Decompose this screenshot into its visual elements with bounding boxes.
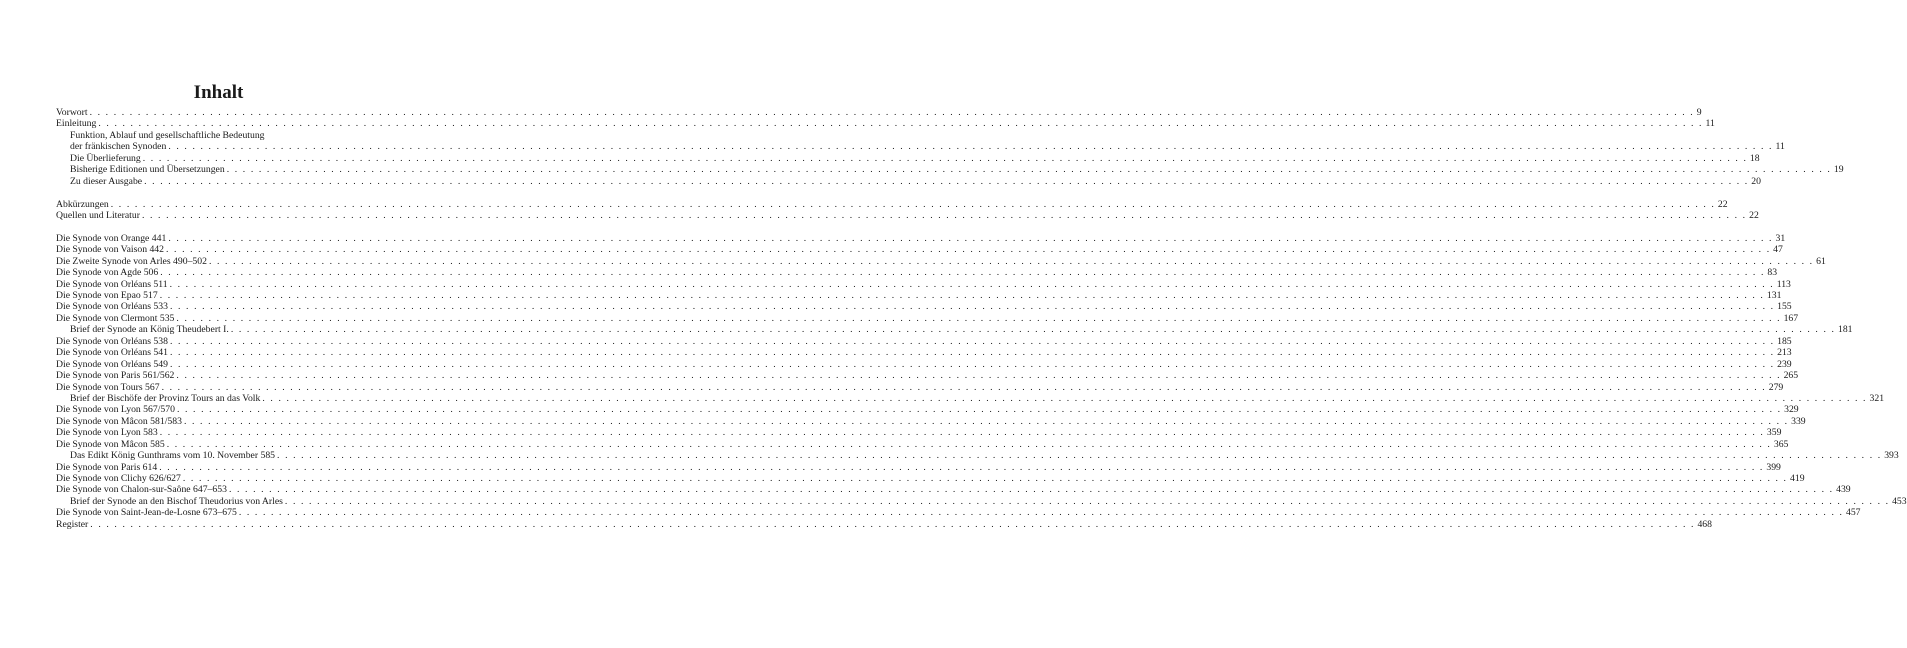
toc-dot-leader: . . . . . . . . . . . . . . . . . . . . . . . . . . . . . . . . . . . . . . . . . . . . . . . . . . . . . . . . . . . . . . . . . . . . . . . . . . . . . . . . . . . . . . . . . . . . . . . . . . . . . . . . . . . . . . . . . . . . . . . . . . . . . . . . . . . . . . . . . . . . . . . . . . . . . . . . . . . . . . . . . . . . . . . . . . . . . . . . . . . . . . . . . . . . . . . . . . . . . . . .: [161, 381, 1767, 393]
toc-page-number: 365: [1773, 438, 1789, 450]
toc-dot-leader: . . . . . . . . . . . . . . . . . . . . . . . . . . . . . . . . . . . . . . . . . . . . . . . . . . . . . . . . . . . . . . . . . . . . . . . . . . . . . . . . . . . . . . . . . . . . . . . . . . . . . . . . . . . . . . . . . . . . . . . . . . . . . . . . . . . . . . . . . . . . . . . . . . . . . . . . . . . . . . . . . . . . . . . . . . . . . . . . . . . . . . . . . . . . . . . . . . . . . . . .: [208, 255, 1814, 267]
toc-page-number: 339: [1791, 415, 1806, 427]
toc-entry[interactable]: [56, 141, 1785, 153]
toc-page-number: 265: [1783, 370, 1799, 382]
toc-entry-title: Das Edikt König Gunthrams vom 10. November 585: [70, 450, 276, 462]
toc-entry[interactable]: [56, 461, 1781, 473]
toc-entry[interactable]: [56, 507, 1861, 519]
toc-entry[interactable]: [56, 118, 1715, 130]
toc-page-number: 439: [1836, 484, 1851, 496]
toc-entry[interactable]: [56, 278, 1791, 290]
toc-entry[interactable]: [56, 495, 1907, 507]
toc-section-gap: [56, 221, 380, 232]
toc-entry-title: Funktion, Ablauf und gesellschaftliche Bedeutung: [70, 129, 265, 141]
toc-dot-leader: . . . . . . . . . . . . . . . . . . . . . . . . . . . . . . . . . . . . . . . . . . . . . . . . . . . . . . . . . . . . . . . . . . . . . . . . . . . . . . . . . . . . . . . . . . . . . . . . . . . . . . . . . . . . . . . . . . . . . . . . . . . . . . . . . . . . . . . . . . . . . . . . . . . . . . . . . . . . . . . . . . . . . . . . . . . . . . . . . . . . . . . . . . . . . . . . . . . . . . . .: [159, 427, 1765, 439]
toc-page-number: 31: [1775, 232, 1786, 244]
toc-entry-title: Quellen und Literatur: [56, 209, 140, 221]
toc-page-number: 181: [1837, 324, 1853, 336]
toc-section-gap: [56, 187, 380, 198]
toc-dot-leader: . . . . . . . . . . . . . . . . . . . . . . . . . . . . . . . . . . . . . . . . . . . . . . . . . . . . . . . . . . . . . . . . . . . . . . . . . . . . . . . . . . . . . . . . . . . . . . . . . . . . . . . . . . . . . . . . . . . . . . . . . . . . . . . . . . . . . . . . . . . . . . . . . . . . . . . . . . . . . . . . . . . . . . . . . . . . . . . . . . . . . . . . . . . . . . . . . . . . . . . .: [168, 141, 1774, 153]
toc-dot-leader: . . . . . . . . . . . . . . . . . . . . . . . . . . . . . . . . . . . . . . . . . . . . . . . . . . . . . . . . . . . . . . . . . . . . . . . . . . . . . . . . . . . . . . . . . . . . . . . . . . . . . . . . . . . . . . . . . . . . . . . . . . . . . . . . . . . . . . . . . . . . . . . . . . . . . . . . . . . . . . . . . . . . . . . . . . . . . . . . . . . . . . . . . . . . . . . . . . . . . . . .: [169, 347, 1775, 359]
toc-entry[interactable]: [56, 209, 1759, 221]
toc-entry[interactable]: [56, 347, 1792, 359]
toc-entry-title: Die Synode von Paris 561/562: [56, 370, 175, 382]
toc-entry[interactable]: [56, 392, 1885, 404]
toc-dot-leader: . . . . . . . . . . . . . . . . . . . . . . . . . . . . . . . . . . . . . . . . . . . . . . . . . . . . . . . . . . . . . . . . . . . . . . . . . . . . . . . . . . . . . . . . . . . . . . . . . . . . . . . . . . . . . . . . . . . . . . . . . . . . . . . . . . . . . . . . . . . . . . . . . . . . . . . . . . . . . . . . . . . . . . . . . . . . . . . . . . . . . . . . . . . . . . . . . . . . . . . .: [228, 484, 1834, 496]
toc-entry-title: Bisherige Editionen und Übersetzungen: [70, 164, 225, 176]
toc-page-number: 329: [1784, 404, 1799, 416]
toc-entry-title: Die Synode von Saint-Jean-de-Losne 673–675: [56, 507, 237, 519]
toc-dot-leader: . . . . . . . . . . . . . . . . . . . . . . . . . . . . . . . . . . . . . . . . . . . . . . . . . . . . . . . . . . . . . . . . . . . . . . . . . . . . . . . . . . . . . . . . . . . . . . . . . . . . . . . . . . . . . . . . . . . . . . . . . . . . . . . . . . . . . . . . . . . . . . . . . . . . . . . . . . . . . . . . . . . . . . . . . . . . . . . . . . . . . . . . . . . . . . . . . . . . . . . .: [166, 438, 1772, 450]
toc-page-number: 9: [1696, 107, 1702, 118]
toc-entry[interactable]: [56, 244, 1783, 256]
table-of-contents: [56, 107, 1907, 530]
toc-page-number: 321: [1869, 392, 1885, 404]
toc-entry[interactable]: [56, 152, 1760, 164]
toc-entry[interactable]: [56, 267, 1778, 279]
toc-dot-leader: . . . . . . . . . . . . . . . . . . . . . . . . . . . . . . . . . . . . . . . . . . . . . . . . . . . . . . . . . . . . . . . . . . . . . . . . . . . . . . . . . . . . . . . . . . . . . . . . . . . . . . . . . . . . . . . . . . . . . . . . . . . . . . . . . . . . . . . . . . . . . . . . . . . . . . . . . . . . . . . . . . . . . . . . . . . . . . . . . . . . . . . . . . . . . . . . . . . . . . . .: [182, 473, 1788, 484]
toc-entry-title: Die Synode von Lyon 567/570: [56, 404, 175, 416]
toc-page-number: 83: [1767, 267, 1778, 279]
toc-page-number: 18: [1749, 152, 1760, 164]
toc-entry-title: Einleitung: [56, 118, 97, 130]
toc-page-number: 185: [1777, 335, 1792, 347]
toc-page-number: 11: [1775, 141, 1785, 153]
toc-entry-title: Die Synode von Tours 567: [56, 381, 160, 393]
toc-page-number: 393: [1884, 450, 1899, 462]
toc-dot-leader: . . . . . . . . . . . . . . . . . . . . . . . . . . . . . . . . . . . . . . . . . . . . . . . . . . . . . . . . . . . . . . . . . . . . . . . . . . . . . . . . . . . . . . . . . . . . . . . . . . . . . . . . . . . . . . . . . . . . . . . . . . . . . . . . . . . . . . . . . . . . . . . . . . . . . . . . . . . . . . . . . . . . . . . . . . . . . . . . . . . . . . . . . . . . . . . . . . . . . . . .: [110, 198, 1716, 210]
toc-entry-title: Die Zweite Synode von Arles 490–502: [56, 255, 207, 267]
toc-dot-leader: . . . . . . . . . . . . . . . . . . . . . . . . . . . . . . . . . . . . . . . . . . . . . . . . . . . . . . . . . . . . . . . . . . . . . . . . . . . . . . . . . . . . . . . . . . . . . . . . . . . . . . . . . . . . . . . . . . . . . . . . . . . . . . . . . . . . . . . . . . . . . . . . . . . . . . . . . . . . . . . . . . . . . . . . . . . . . . . . . . . . . . . . . . . . . . . . . . . . . . . .: [169, 301, 1775, 313]
toc-dot-leader: . . . . . . . . . . . . . . . . . . . . . . . . . . . . . . . . . . . . . . . . . . . . . . . . . . . . . . . . . . . . . . . . . . . . . . . . . . . . . . . . . . . . . . . . . . . . . . . . . . . . . . . . . . . . . . . . . . . . . . . . . . . . . . . . . . . . . . . . . . . . . . . . . . . . . . . . . . . . . . . . . . . . . . . . . . . . . . . . . . . . . . . . . . . . . . . . . . . . . . . .: [262, 392, 1868, 404]
toc-entry-title: Die Synode von Chalon-sur-Saône 647–653: [56, 484, 227, 496]
toc-dot-leader: . . . . . . . . . . . . . . . . . . . . . . . . . . . . . . . . . . . . . . . . . . . . . . . . . . . . . . . . . . . . . . . . . . . . . . . . . . . . . . . . . . . . . . . . . . . . . . . . . . . . . . . . . . . . . . . . . . . . . . . . . . . . . . . . . . . . . . . . . . . . . . . . . . . . . . . . . . . . . . . . . . . . . . . . . . . . . . . . . . . . . . . . . . . . . . . . . . . . . . . .: [169, 278, 1775, 290]
toc-entry-title: Die Synode von Orléans 549: [56, 358, 168, 370]
toc-entry-title: Die Synode von Orléans 511: [56, 278, 168, 290]
toc-dot-leader: . . . . . . . . . . . . . . . . . . . . . . . . . . . . . . . . . . . . . . . . . . . . . . . . . . . . . . . . . . . . . . . . . . . . . . . . . . . . . . . . . . . . . . . . . . . . . . . . . . . . . . . . . . . . . . . . . . . . . . . . . . . . . . . . . . . . . . . . . . . . . . . . . . . . . . . . . . . . . . . . . . . . . . . . . . . . . . . . . . . . . . . . . . . . . . . . . . . . . . . .: [176, 370, 1782, 382]
toc-entry-title: Die Synode von Clichy 626/627: [56, 473, 181, 484]
toc-entry-title: Die Synode von Agde 506: [56, 267, 159, 279]
toc-entry-title: Die Synode von Epao 517: [56, 290, 158, 301]
toc-page-number: 47: [1773, 244, 1783, 256]
toc-dot-leader: . . . . . . . . . . . . . . . . . . . . . . . . . . . . . . . . . . . . . . . . . . . . . . . . . . . . . . . . . . . . . . . . . . . . . . . . . . . . . . . . . . . . . . . . . . . . . . . . . . . . . . . . . . . . . . . . . . . . . . . . . . . . . . . . . . . . . . . . . . . . . . . . . . . . . . . . . . . . . . . . . . . . . . . . . . . . . . . . . . . . . . . . . . . . . . . . . . . . . . . .: [169, 358, 1775, 370]
toc-dot-leader: . . . . . . . . . . . . . . . . . . . . . . . . . . . . . . . . . . . . . . . . . . . . . . . . . . . . . . . . . . . . . . . . . . . . . . . . . . . . . . . . . . . . . . . . . . . . . . . . . . . . . . . . . . . . . . . . . . . . . . . . . . . . . . . . . . . . . . . . . . . . . . . . . . . . . . . . . . . . . . . . . . . . . . . . . . . . . . . . . . . . . . . . . . . . . . . . . . . . . . . .: [169, 335, 1775, 347]
toc-dot-leader: . . . . . . . . . . . . . . . . . . . . . . . . . . . . . . . . . . . . . . . . . . . . . . . . . . . . . . . . . . . . . . . . . . . . . . . . . . . . . . . . . . . . . . . . . . . . . . . . . . . . . . . . . . . . . . . . . . . . . . . . . . . . . . . . . . . . . . . . . . . . . . . . . . . . . . . . . . . . . . . . . . . . . . . . . . . . . . . . . . . . . . . . . . . . . . . . . . . . . . . .: [98, 118, 1704, 130]
toc-dot-leader: . . . . . . . . . . . . . . . . . . . . . . . . . . . . . . . . . . . . . . . . . . . . . . . . . . . . . . . . . . . . . . . . . . . . . . . . . . . . . . . . . . . . . . . . . . . . . . . . . . . . . . . . . . . . . . . . . . . . . . . . . . . . . . . . . . . . . . . . . . . . . . . . . . . . . . . . . . . . . . . . . . . . . . . . . . . . . . . . . . . . . . . . . . . . . . . . . . . . . . . .: [176, 312, 1782, 324]
toc-entry-title: der fränkischen Synoden: [70, 141, 167, 153]
toc-entry[interactable]: [56, 164, 1844, 176]
toc-dot-leader: . . . . . . . . . . . . . . . . . . . . . . . . . . . . . . . . . . . . . . . . . . . . . . . . . . . . . . . . . . . . . . . . . . . . . . . . . . . . . . . . . . . . . . . . . . . . . . . . . . . . . . . . . . . . . . . . . . . . . . . . . . . . . . . . . . . . . . . . . . . . . . . . . . . . . . . . . . . . . . . . . . . . . . . . . . . . . . . . . . . . . . . . . . . . . . . . . . . . . . . .: [159, 290, 1765, 301]
toc-dot-leader: . . . . . . . . . . . . . . . . . . . . . . . . . . . . . . . . . . . . . . . . . . . . . . . . . . . . . . . . . . . . . . . . . . . . . . . . . . . . . . . . . . . . . . . . . . . . . . . . . . . . . . . . . . . . . . . . . . . . . . . . . . . . . . . . . . . . . . . . . . . . . . . . . . . . . . . . . . . . . . . . . . . . . . . . . . . . . . . . . . . . . . . . . . . . . . . . . . . . . . . .: [277, 450, 1882, 462]
toc-page-number: 11: [1705, 118, 1715, 130]
toc-page-number: 239: [1777, 358, 1792, 370]
toc-dot-leader: . . . . . . . . . . . . . . . . . . . . . . . . . . . . . . . . . . . . . . . . . . . . . . . . . . . . . . . . . . . . . . . . . . . . . . . . . . . . . . . . . . . . . . . . . . . . . . . . . . . . . . . . . . . . . . . . . . . . . . . . . . . . . . . . . . . . . . . . . . . . . . . . . . . . . . . . . . . . . . . . . . . . . . . . . . . . . . . . . . . . . . . . . . . . . . . . . . . . . . . .: [159, 461, 1764, 473]
toc-dot-leader: . . . . . . . . . . . . . . . . . . . . . . . . . . . . . . . . . . . . . . . . . . . . . . . . . . . . . . . . . . . . . . . . . . . . . . . . . . . . . . . . . . . . . . . . . . . . . . . . . . . . . . . . . . . . . . . . . . . . . . . . . . . . . . . . . . . . . . . . . . . . . . . . . . . . . . . . . . . . . . . . . . . . . . . . . . . . . . . . . . . . . . . . . . . . . . . . . . . . . . . .: [141, 209, 1747, 221]
toc-page-number: 22: [1749, 209, 1759, 221]
toc-page-number: 155: [1777, 301, 1792, 313]
toc-entry-title: Die Synode von Orléans 538: [56, 335, 168, 347]
page-title: Inhalt: [193, 82, 244, 103]
toc-entry-title: Vorwort: [56, 107, 88, 118]
toc-entry-title: Brief der Synode an König Theudebert I.: [70, 324, 229, 336]
toc-page-number: 213: [1777, 347, 1792, 359]
toc-page-number: 22: [1717, 198, 1728, 210]
toc-page-number: 359: [1766, 427, 1782, 439]
toc-dot-leader: . . . . . . . . . . . . . . . . . . . . . . . . . . . . . . . . . . . . . . . . . . . . . . . . . . . . . . . . . . . . . . . . . . . . . . . . . . . . . . . . . . . . . . . . . . . . . . . . . . . . . . . . . . . . . . . . . . . . . . . . . . . . . . . . . . . . . . . . . . . . . . . . . . . . . . . . . . . . . . . . . . . . . . . . . . . . . . . . . . . . . . . . . . . . . . . . . . . . . . . .: [176, 404, 1782, 416]
toc-page-number: 20: [1751, 175, 1761, 187]
toc-entry-title: Register: [56, 518, 89, 530]
toc-entry-title: Die Synode von Mâcon 585: [56, 438, 165, 450]
toc-page-number: 468: [1697, 518, 1712, 530]
toc-page-number: 457: [1845, 507, 1861, 519]
toc-page-number: 131: [1766, 290, 1782, 301]
toc-entry-title: Die Synode von Mâcon 581/583: [56, 415, 182, 427]
toc-dot-leader: . . . . . . . . . . . . . . . . . . . . . . . . . . . . . . . . . . . . . . . . . . . . . . . . . . . . . . . . . . . . . . . . . . . . . . . . . . . . . . . . . . . . . . . . . . . . . . . . . . . . . . . . . . . . . . . . . . . . . . . . . . . . . . . . . . . . . . . . . . . . . . . . . . . . . . . . . . . . . . . . . . . . . . . . . . . . . . . . . . . . . . . . . . . . . . . . . . . . . . . .: [89, 107, 1695, 118]
toc-entry[interactable]: [56, 370, 1799, 382]
toc-dot-leader: . . . . . . . . . . . . . . . . . . . . . . . . . . . . . . . . . . . . . . . . . . . . . . . . . . . . . . . . . . . . . . . . . . . . . . . . . . . . . . . . . . . . . . . . . . . . . . . . . . . . . . . . . . . . . . . . . . . . . . . . . . . . . . . . . . . . . . . . . . . . . . . . . . . . . . . . . . . . . . . . . . . . . . . . . . . . . . . . . . . . . . . . . . . . . . . . . . . . . . . .: [183, 415, 1789, 427]
toc-dot-leader: . . . . . . . . . . . . . . . . . . . . . . . . . . . . . . . . . . . . . . . . . . . . . . . . . . . . . . . . . . . . . . . . . . . . . . . . . . . . . . . . . . . . . . . . . . . . . . . . . . . . . . . . . . . . . . . . . . . . . . . . . . . . . . . . . . . . . . . . . . . . . . . . . . . . . . . . . . . . . . . . . . . . . . . . . . . . . . . . . . . . . . . . . . . . . . . . . . . . . . . .: [226, 164, 1832, 176]
toc-entry[interactable]: [56, 107, 1702, 118]
toc-entry-title: Brief der Synode an den Bischof Theudorius von Arles: [70, 495, 283, 507]
toc-dot-leader: . . . . . . . . . . . . . . . . . . . . . . . . . . . . . . . . . . . . . . . . . . . . . . . . . . . . . . . . . . . . . . . . . . . . . . . . . . . . . . . . . . . . . . . . . . . . . . . . . . . . . . . . . . . . . . . . . . . . . . . . . . . . . . . . . . . . . . . . . . . . . . . . . . . . . . . . . . . . . . . . . . . . . . . . . . . . . . . . . . . . . . . . . . . . . . . . . . . . . . . .: [166, 244, 1771, 256]
toc-entry[interactable]: [56, 312, 1799, 324]
toc-entry[interactable]: [56, 404, 1799, 416]
toc-entry[interactable]: [56, 290, 1782, 301]
toc-entry[interactable]: [56, 381, 1784, 393]
toc-entry[interactable]: [56, 427, 1782, 439]
toc-entry-title: Zu dieser Ausgabe: [70, 175, 143, 187]
toc-dot-leader: . . . . . . . . . . . . . . . . . . . . . . . . . . . . . . . . . . . . . . . . . . . . . . . . . . . . . . . . . . . . . . . . . . . . . . . . . . . . . . . . . . . . . . . . . . . . . . . . . . . . . . . . . . . . . . . . . . . . . . . . . . . . . . . . . . . . . . . . . . . . . . . . . . . . . . . . . . . . . . . . . . . . . . . . . . . . . . . . . . . . . . . . . . . . . . . . . . . . . . . .: [168, 232, 1774, 244]
toc-dot-leader: . . . . . . . . . . . . . . . . . . . . . . . . . . . . . . . . . . . . . . . . . . . . . . . . . . . . . . . . . . . . . . . . . . . . . . . . . . . . . . . . . . . . . . . . . . . . . . . . . . . . . . . . . . . . . . . . . . . . . . . . . . . . . . . . . . . . . . . . . . . . . . . . . . . . . . . . . . . . . . . . . . . . . . . . . . . . . . . . . . . . . . . . . . . . . . . . . . . . . . . .: [284, 495, 1890, 507]
toc-page-number: 419: [1790, 473, 1805, 484]
toc-entry-title: Die Synode von Orange 441: [56, 232, 167, 244]
toc-entry[interactable]: [56, 301, 1792, 313]
toc-page-number: 279: [1768, 381, 1784, 393]
toc-entry[interactable]: [56, 324, 1853, 336]
toc-entry[interactable]: [56, 473, 1805, 484]
toc-dot-leader: . . . . . . . . . . . . . . . . . . . . . . . . . . . . . . . . . . . . . . . . . . . . . . . . . . . . . . . . . . . . . . . . . . . . . . . . . . . . . . . . . . . . . . . . . . . . . . . . . . . . . . . . . . . . . . . . . . . . . . . . . . . . . . . . . . . . . . . . . . . . . . . . . . . . . . . . . . . . . . . . . . . . . . . . . . . . . . . . . . . . . . . . . . . . . . . . . . . . . . . .: [144, 175, 1749, 187]
toc-page-number: 453: [1892, 495, 1907, 507]
toc-entry[interactable]: [56, 335, 1792, 347]
toc-page-number: 61: [1816, 255, 1826, 267]
toc-entry[interactable]: [56, 438, 1789, 450]
toc-dot-leader: . . . . . . . . . . . . . . . . . . . . . . . . . . . . . . . . . . . . . . . . . . . . . . . . . . . . . . . . . . . . . . . . . . . . . . . . . . . . . . . . . . . . . . . . . . . . . . . . . . . . . . . . . . . . . . . . . . . . . . . . . . . . . . . . . . . . . . . . . . . . . . . . . . . . . . . . . . . . . . . . . . . . . . . . . . . . . . . . . . . . . . . . . . . . . . . . . . . . . . . .: [230, 324, 1836, 336]
toc-dot-leader: . . . . . . . . . . . . . . . . . . . . . . . . . . . . . . . . . . . . . . . . . . . . . . . . . . . . . . . . . . . . . . . . . . . . . . . . . . . . . . . . . . . . . . . . . . . . . . . . . . . . . . . . . . . . . . . . . . . . . . . . . . . . . . . . . . . . . . . . . . . . . . . . . . . . . . . . . . . . . . . . . . . . . . . . . . . . . . . . . . . . . . . . . . . . . . . . . . . . . . . .: [160, 267, 1765, 279]
toc-dot-leader: . . . . . . . . . . . . . . . . . . . . . . . . . . . . . . . . . . . . . . . . . . . . . . . . . . . . . . . . . . . . . . . . . . . . . . . . . . . . . . . . . . . . . . . . . . . . . . . . . . . . . . . . . . . . . . . . . . . . . . . . . . . . . . . . . . . . . . . . . . . . . . . . . . . . . . . . . . . . . . . . . . . . . . . . . . . . . . . . . . . . . . . . . . . . . . . . . . . . . . . .: [90, 518, 1696, 530]
toc-entry-title: Die Synode von Lyon 583: [56, 427, 158, 439]
toc-entry-title: Die Synode von Paris 614: [56, 461, 158, 473]
toc-page-number: 167: [1783, 312, 1799, 324]
toc-dot-leader: . . . . . . . . . . . . . . . . . . . . . . . . . . . . . . . . . . . . . . . . . . . . . . . . . . . . . . . . . . . . . . . . . . . . . . . . . . . . . . . . . . . . . . . . . . . . . . . . . . . . . . . . . . . . . . . . . . . . . . . . . . . . . . . . . . . . . . . . . . . . . . . . . . . . . . . . . . . . . . . . . . . . . . . . . . . . . . . . . . . . . . . . . . . . . . . . . . . . . . . .: [238, 507, 1844, 519]
toc-entry[interactable]: [56, 518, 1712, 530]
toc-page-number: 113: [1776, 278, 1791, 290]
toc-entry[interactable]: [56, 175, 1761, 187]
toc-entry-title: Die Synode von Orléans 541: [56, 347, 168, 359]
toc-entry[interactable]: [56, 198, 1728, 210]
toc-entry-title: Die Synode von Clermont 535: [56, 312, 175, 324]
toc-entry[interactable]: [56, 255, 1826, 267]
toc-entry-title: Abkürzungen: [56, 198, 109, 210]
toc-entry[interactable]: [56, 130, 380, 141]
toc-page-number: 19: [1833, 164, 1844, 176]
toc-entry-title: Die Synode von Orléans 533: [56, 301, 168, 313]
toc-page-number: 399: [1766, 461, 1781, 473]
toc-entry-title: Die Synode von Vaison 442: [56, 244, 164, 256]
toc-entry-title: Brief der Bischöfe der Provinz Tours an das Volk: [70, 392, 261, 404]
toc-entry[interactable]: [56, 450, 1899, 462]
toc-entry[interactable]: [56, 232, 1786, 244]
toc-dot-leader: . . . . . . . . . . . . . . . . . . . . . . . . . . . . . . . . . . . . . . . . . . . . . . . . . . . . . . . . . . . . . . . . . . . . . . . . . . . . . . . . . . . . . . . . . . . . . . . . . . . . . . . . . . . . . . . . . . . . . . . . . . . . . . . . . . . . . . . . . . . . . . . . . . . . . . . . . . . . . . . . . . . . . . . . . . . . . . . . . . . . . . . . . . . . . . . . . . . . . . . .: [142, 152, 1748, 164]
toc-entry[interactable]: [56, 415, 1806, 427]
toc-entry-title: Die Überlieferung: [70, 152, 141, 164]
toc-entry[interactable]: [56, 358, 1792, 370]
toc-entry[interactable]: [56, 484, 1851, 496]
